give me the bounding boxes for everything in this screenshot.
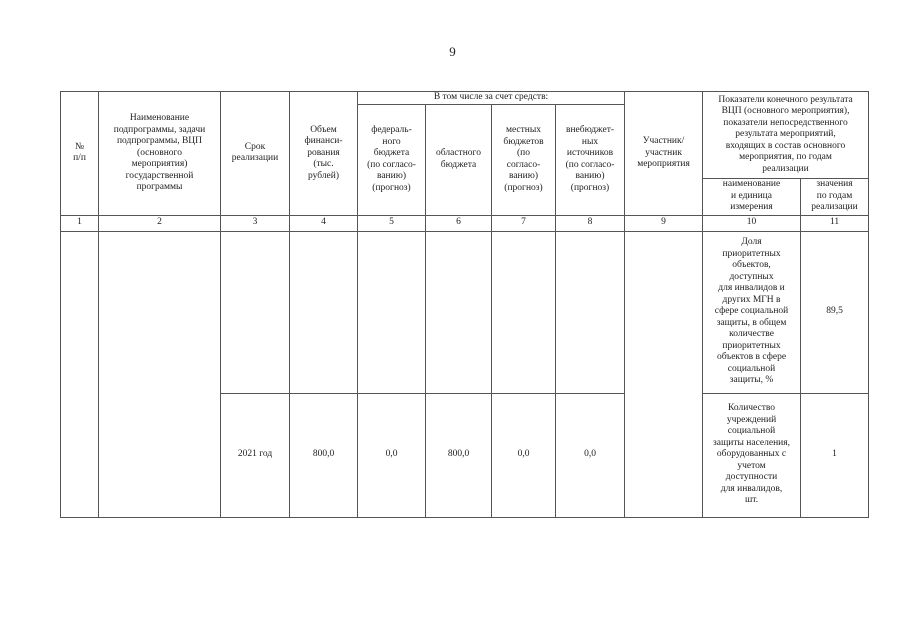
header-indicator-value: значения по годам реализации	[801, 178, 869, 215]
column-number: 4	[290, 215, 358, 231]
column-number: 2	[99, 215, 221, 231]
row-local: 0,0	[492, 393, 556, 517]
indicator-name: Количество учреждений социальной защиты населения, оборудованных с учетом доступности для инвалидов, шт.	[703, 393, 801, 517]
column-number: 5	[358, 215, 426, 231]
header-name: Наименование подпрограммы, задачи подпрограммы, ВЦП (основного мероприятия) государственной программы	[99, 92, 221, 216]
indicator-value: 89,5	[801, 231, 869, 393]
row-num-cell	[61, 231, 99, 517]
header-num: № п/п	[61, 92, 99, 216]
row-period: 2021 год	[221, 393, 290, 517]
row-local	[492, 231, 556, 393]
column-number: 10	[703, 215, 801, 231]
column-number: 11	[801, 215, 869, 231]
header-federal: федераль- ного бюджета (по согласо- ванию) (прогноз)	[358, 104, 426, 215]
column-number: 3	[221, 215, 290, 231]
row-extra	[556, 231, 625, 393]
row-period	[221, 231, 290, 393]
row-volume	[290, 231, 358, 393]
header-extra: внебюджет- ных источников (по согласо- ванию) (прогноз)	[556, 104, 625, 215]
column-number: 7	[492, 215, 556, 231]
header-local: местных бюджетов (по согласо- ванию) (прогноз)	[492, 104, 556, 215]
header-period: Срок реализации	[221, 92, 290, 216]
column-numbers-row	[61, 215, 869, 231]
row-volume: 800,0	[290, 393, 358, 517]
table-row	[61, 231, 869, 393]
column-number: 6	[426, 215, 492, 231]
row-extra: 0,0	[556, 393, 625, 517]
header-volume: Объем финанси- рования (тыс. рублей)	[290, 92, 358, 216]
indicator-name: Доля приоритетных объектов, доступных для инвалидов и других МГН в сфере социальной защиты, в общем количестве приоритетных объектов в сфере социальной защиты, %	[703, 231, 801, 393]
row-regional	[426, 231, 492, 393]
row-federal: 0,0	[358, 393, 426, 517]
column-number: 8	[556, 215, 625, 231]
row-participant-cell	[625, 231, 703, 517]
header-indicator-name: наименование и единица измерения	[703, 178, 801, 215]
page-number: 9	[449, 44, 456, 59]
row-regional: 800,0	[426, 393, 492, 517]
header-including: В том числе за счет средств:	[358, 92, 625, 105]
program-table	[60, 91, 869, 518]
column-number: 9	[625, 215, 703, 231]
header-indicators: Показатели конечного результата ВЦП (основного мероприятия), показатели непосредственного результата мероприятий, входящих в состав основного мероприятия, по годам реализации	[703, 92, 869, 179]
row-federal	[358, 231, 426, 393]
column-number: 1	[61, 215, 99, 231]
header-participant: Участник/ участник мероприятия	[625, 92, 703, 216]
header-regional: областного бюджета	[426, 104, 492, 215]
indicator-value: 1	[801, 393, 869, 517]
row-name-cell	[99, 231, 221, 517]
